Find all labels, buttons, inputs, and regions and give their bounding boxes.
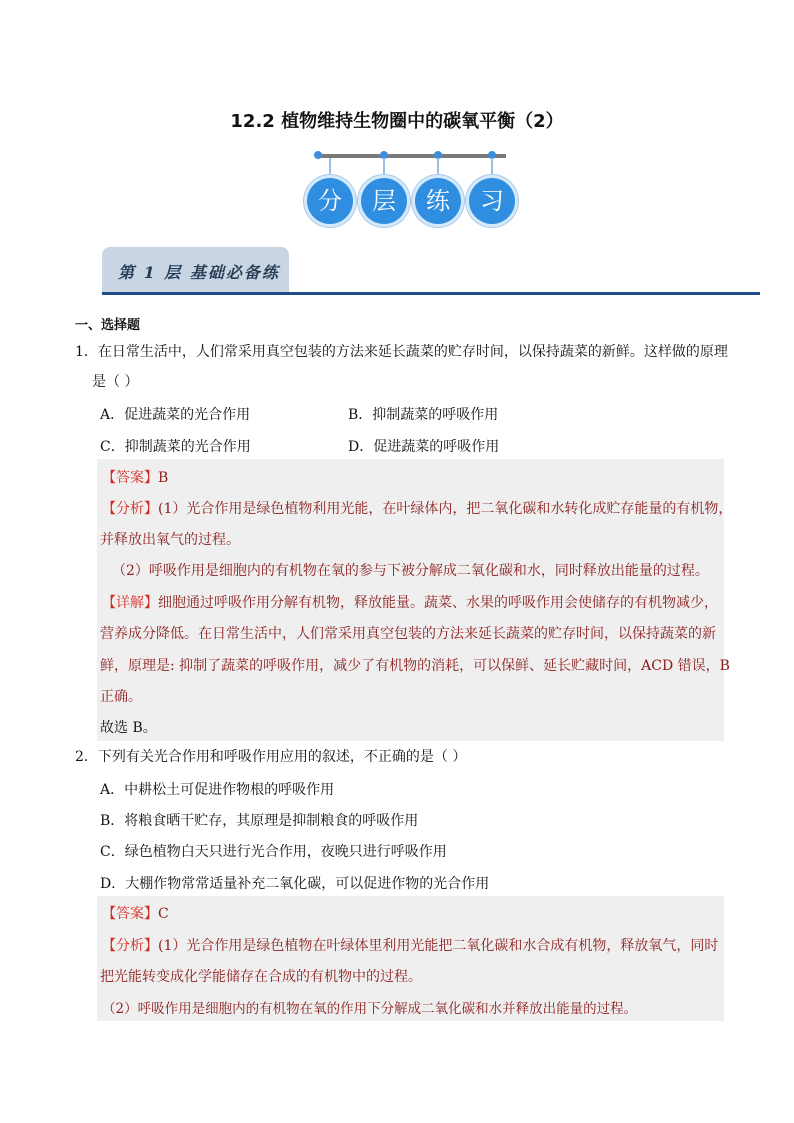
question-1-stem: 1．在日常生活中，人们常采用真空包装的方法来延长蔬菜的贮存时间，以保持蔬菜的新鲜。这样做的原理 [75, 344, 728, 360]
hanger-stem [383, 158, 385, 180]
badge-char-fen: 分 [307, 178, 353, 224]
q1-analysis-1 [102, 498, 732, 518]
detail-tag: 【详解】 [102, 595, 158, 611]
q2-analysis-3: （2）呼吸作用是细胞内的有机物在氧的作用下分解成二氧化碳和水并释放出能量的过程。 [102, 1001, 638, 1017]
q1-detail-2: 营养成分降低。在日常生活中，人们常采用真空包装的方法来延长蔬菜的贮存时间，以保持蔬菜的新 [100, 626, 716, 642]
q2-analysis-2: 把光能转变成化学能储存在合成的有机物中的过程。 [100, 969, 422, 985]
q1-option-b: B．抑制蔬菜的呼吸作用 [348, 407, 499, 423]
q2-option-b: B．将粮食晒干贮存，其原理是抑制粮食的呼吸作用 [100, 813, 419, 829]
layer-label: 第 1 层 基础必备练 [118, 263, 280, 282]
analysis-tag: 【分析】 [102, 501, 158, 517]
hanger-bar [316, 154, 506, 158]
hanger-stem [329, 158, 331, 180]
q1-detail-4: 正确。 [100, 689, 142, 705]
question-2-stem: 2．下列有关光合作用和呼吸作用应用的叙述，不正确的是（ ） [75, 749, 467, 765]
badge-char-lian: 练 [415, 178, 461, 224]
analysis-tag: 【分析】 [102, 938, 158, 954]
analysis-text: (1）光合作用是绿色植物在叶绿体里利用光能把二氧化碳和水合成有机物，释放氧气，同时 [158, 938, 719, 954]
layer-divider [102, 292, 760, 295]
badge-char-ceng: 层 [361, 178, 407, 224]
q1-detail-3: 鲜，原理是: 抑制了蔬菜的呼吸作用，减少了有机物的消耗，可以保鲜、延长贮藏时间，ACD 错误，B [100, 658, 730, 674]
q1-option-c: C．抑制蔬菜的光合作用 [100, 439, 251, 455]
analysis-text: (1）光合作用是绿色植物利用光能，在叶绿体内，把二氧化碳和水转化成贮存能量的有机物， [158, 501, 733, 517]
answer-tag: 【答案】 [102, 470, 158, 486]
q1-analysis-3: （2）呼吸作用是细胞内的有机物在氧的参与下被分解成二氧化碳和水，同时释放出能量的过程。 [112, 563, 709, 579]
q1-answer [102, 467, 168, 487]
q2-option-c: C．绿色植物白天只进行光合作用，夜晚只进行呼吸作用 [100, 844, 447, 860]
q1-option-d: D．促进蔬菜的呼吸作用 [348, 439, 500, 455]
q2-option-a: A．中耕松土可促进作物根的呼吸作用 [100, 782, 335, 798]
answer-value: C [158, 906, 169, 922]
hanger-dot [314, 151, 322, 159]
hanger-stem [437, 158, 439, 180]
hanger-stem [491, 158, 493, 180]
badge-char-xi: 习 [469, 178, 515, 224]
answer-tag: 【答案】 [102, 906, 158, 922]
detail-text: 细胞通过呼吸作用分解有机物，释放能量。蔬菜、水果的呼吸作用会使储存的有机物减少， [158, 595, 718, 611]
section-title: 一、选择题 [75, 318, 141, 333]
q1-detail-1 [102, 592, 718, 612]
answer-value: B [158, 470, 169, 486]
q1-conclusion: 故选 B。 [100, 720, 157, 736]
q2-option-d: D．大棚作物常常适量补充二氧化碳，可以促进作物的光合作用 [100, 876, 490, 892]
q2-answer [102, 903, 169, 923]
page-title: 12.2 植物维持生物圈中的碳氧平衡（2） [230, 111, 564, 132]
q2-analysis-1 [102, 935, 718, 955]
q1-analysis-2: 并释放出氧气的过程。 [100, 532, 240, 548]
question-1-stem-cont: 是（ ） [92, 374, 139, 390]
q1-option-a: A．促进蔬菜的光合作用 [100, 407, 251, 423]
